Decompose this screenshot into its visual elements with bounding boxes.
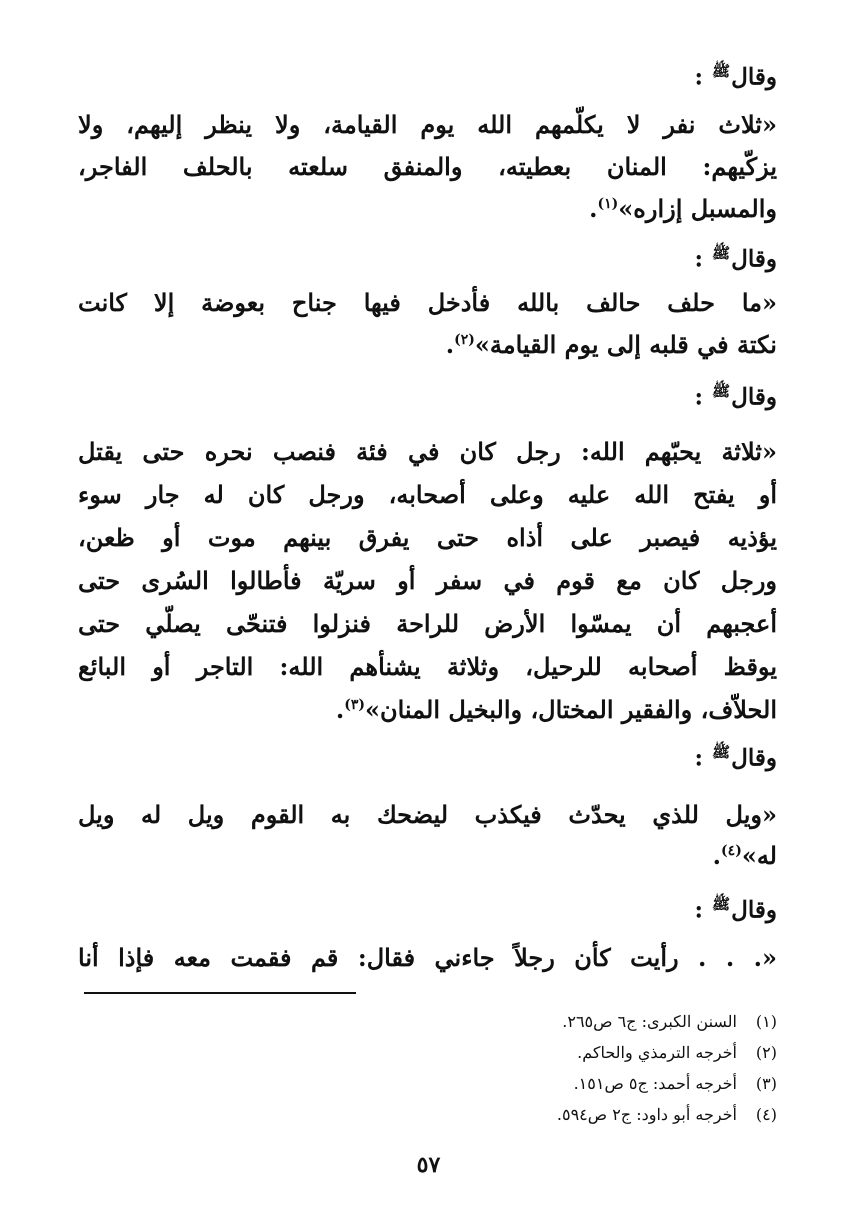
period: .: [445, 330, 455, 359]
intro-colon: :: [694, 383, 712, 411]
period: .: [589, 194, 598, 223]
footnote-separator: [84, 992, 356, 994]
intro-label: وقال: [731, 896, 777, 924]
footnote-number: (٤): [755, 1105, 777, 1124]
seal-honorific: ﷺ: [712, 743, 731, 761]
intro-line: [78, 382, 777, 411]
hadith-line: «ويل للذي يحدّث فيكذب ليضحك به القوم ويل له ويل: [78, 800, 777, 829]
intro-label: وقال: [731, 383, 777, 411]
intro-colon: :: [694, 63, 712, 91]
intro-colon: :: [694, 896, 712, 924]
intro-label: وقال: [731, 63, 777, 91]
footnote-ref[interactable]: (٣): [344, 697, 365, 713]
seal-honorific: ﷺ: [712, 244, 731, 262]
footnote: [577, 1043, 777, 1062]
footnote-ref[interactable]: (٢): [454, 332, 475, 348]
intro-line: [78, 895, 777, 924]
seal-honorific: ﷺ: [712, 895, 731, 913]
page-number: ٥٧: [416, 1152, 441, 1178]
hadith-line: «ما حلف حالف بالله فأدخل فيها جناح بعوضة إلا كانت: [78, 288, 777, 317]
intro-colon: :: [694, 744, 712, 772]
footnote-number: (٢): [755, 1043, 777, 1062]
period: .: [335, 695, 345, 724]
hadith-line: «ثلاث نفر لا يكلّمهم الله يوم القيامة، ولا ينظر إليهم، ولا: [78, 110, 777, 139]
footnote-text: أخرجه الترمذي والحاكم.: [577, 1043, 737, 1062]
seal-honorific: ﷺ: [712, 62, 731, 80]
hadith-text: الحلاّف، والفقير المختال، والبخيل المنان»: [364, 695, 777, 724]
footnote: [557, 1105, 777, 1124]
hadith-text: والمسبل إزاره»: [618, 194, 777, 223]
intro-line: [78, 743, 777, 772]
seal-honorific: ﷺ: [712, 382, 731, 400]
intro-label: وقال: [731, 245, 777, 273]
hadith-line-last: [78, 695, 777, 724]
hadith-line: أعجبهم أن يمسّوا الأرض للراحة فنزلوا فتنحّى يصلّي حتى: [78, 609, 777, 638]
hadith-line: «. . . رأيت كأن رجلاً جاءني فقال: قم فقمت معه فإذا أنا: [78, 943, 777, 972]
intro-line: [78, 62, 777, 91]
footnote-ref[interactable]: (١): [597, 196, 619, 212]
intro-colon: :: [694, 245, 712, 273]
hadith-text: نكتة في قلبه إلى يوم القيامة»: [474, 330, 777, 359]
hadith-text: له»: [741, 841, 777, 870]
hadith-line: يوقظ أصحابه للرحيل، وثلاثة يشنأهم الله: التاجر أو البائع: [78, 652, 777, 681]
hadith-line: يؤذيه فيصبر على أذاه حتى يفرق بينهم موت أو ظعن،: [78, 523, 777, 552]
period: .: [712, 841, 722, 870]
footnote-number: (١): [755, 1012, 777, 1031]
hadith-line: أو يفتح الله عليه وعلى أصحابه، ورجل كان له جار سوء: [78, 480, 777, 509]
footnote-text: أخرجه أحمد: ج٥ ص١٥١.: [573, 1074, 737, 1093]
footnote-number: (٣): [755, 1074, 777, 1093]
footnote-text: أخرجه أبو داود: ج٢ ص٥٩٤.: [556, 1105, 737, 1124]
footnote-text: السنن الكبرى: ج٦ ص٢٦٥.: [562, 1012, 737, 1031]
hadith-line: ورجل كان مع قوم في سفر أو سريّة فأطالوا السُرى حتى: [78, 566, 777, 595]
hadith-line: «ثلاثة يحبّهم الله: رجل كان في فئة فنصب نحره حتى يقتل: [78, 437, 777, 466]
intro-label: وقال: [731, 744, 777, 772]
footnote: [562, 1012, 777, 1031]
hadith-line-last: [78, 194, 777, 223]
hadith-line-last: [78, 330, 777, 359]
hadith-line: يزكّيهم: المنان بعطيته، والمنفق سلعته بالحلف الفاجر،: [78, 152, 777, 181]
intro-line: [78, 244, 777, 273]
hadith-line-last: [78, 841, 777, 870]
footnote-ref[interactable]: (٤): [721, 843, 742, 859]
footnote: [574, 1074, 777, 1093]
